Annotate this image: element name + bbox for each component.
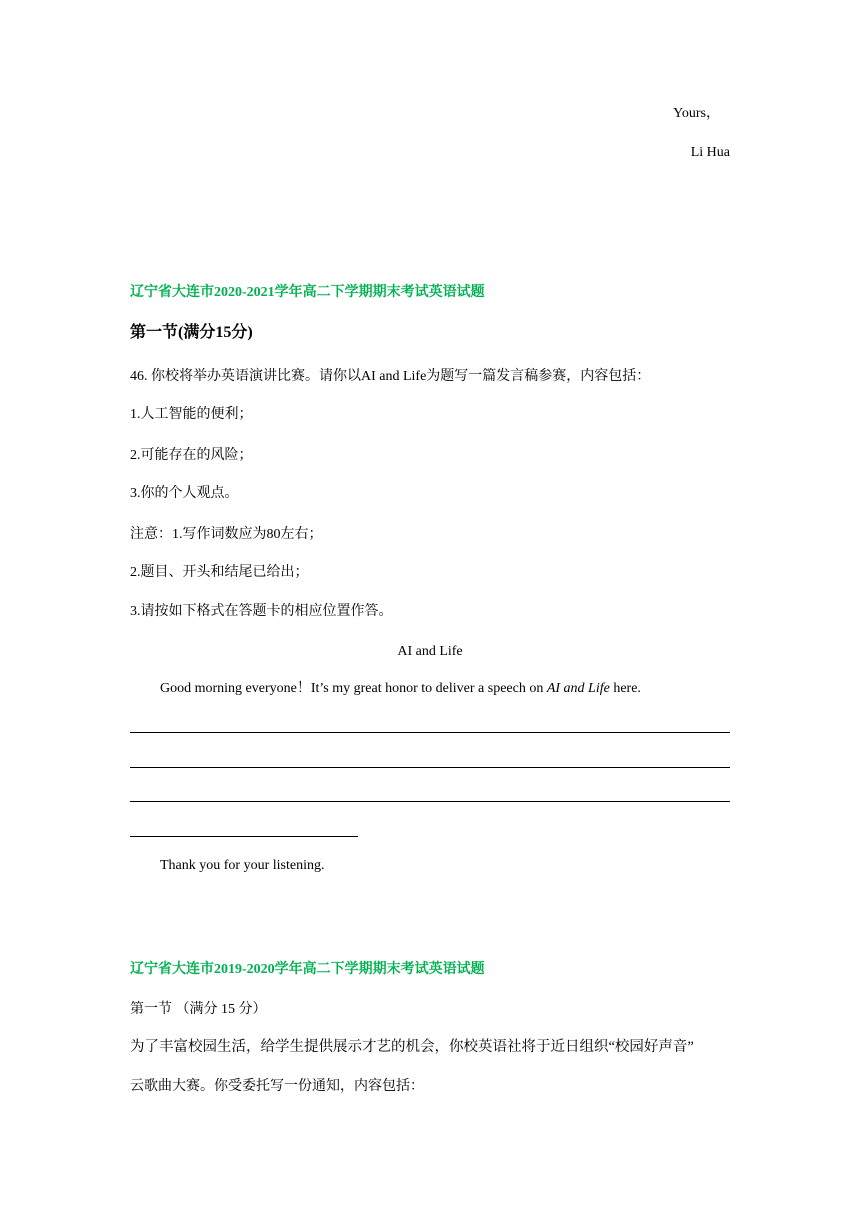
section1-subtitle: 第一节(满分15分) bbox=[130, 324, 253, 341]
section2-subtitle: 第一节 （满分 15 分） bbox=[130, 1002, 267, 1017]
section1-point-2: 2.可能存在的风险； bbox=[130, 448, 253, 463]
essay-opening-end: here. bbox=[609, 681, 641, 696]
section1-title: 辽宁省大连市2020-2021学年高二下学期期末考试英语试题 bbox=[130, 285, 485, 300]
section1-point-1: 1.人工智能的便利； bbox=[130, 407, 253, 422]
essay-opening-italic: AI and Life bbox=[546, 681, 610, 696]
answer-line-1 bbox=[130, 732, 730, 733]
letter-closing-name: Li Hua bbox=[690, 145, 730, 160]
essay-opening-text: Good morning everyone！It’s my great honor to deliver a speech on bbox=[160, 681, 547, 696]
answer-line-2 bbox=[130, 767, 730, 768]
section1-point-3: 3.你的个人观点。 bbox=[130, 486, 239, 501]
section2-prompt-line2: 云歌曲大赛。你受委托写一份通知，内容包括： bbox=[130, 1079, 424, 1094]
section1-prompt: 46. 你校将举办英语演讲比赛。请你以AI and Life为题写一篇发言稿参赛，内容包括： bbox=[130, 369, 651, 384]
essay-closing: Thank you for your listening. bbox=[160, 858, 325, 873]
essay-title: AI and Life bbox=[397, 644, 463, 659]
letter-closing-yours: Yours， bbox=[673, 106, 720, 121]
essay-opening bbox=[160, 679, 641, 699]
section1-note-2: 2.题目、开头和结尾已给出； bbox=[130, 565, 309, 580]
section1-note-1: 注意：1.写作词数应为80左右； bbox=[130, 527, 323, 542]
answer-line-4 bbox=[130, 836, 358, 837]
answer-line-3 bbox=[130, 801, 730, 802]
section1-note-3: 3.请按如下格式在答题卡的相应位置作答。 bbox=[130, 604, 393, 619]
section2-prompt-line1: 为了丰富校园生活，给学生提供展示才艺的机会，你校英语社将于近日组织“校园好声音” bbox=[130, 1039, 694, 1055]
section2-title: 辽宁省大连市2019-2020学年高二下学期期末考试英语试题 bbox=[130, 962, 485, 977]
